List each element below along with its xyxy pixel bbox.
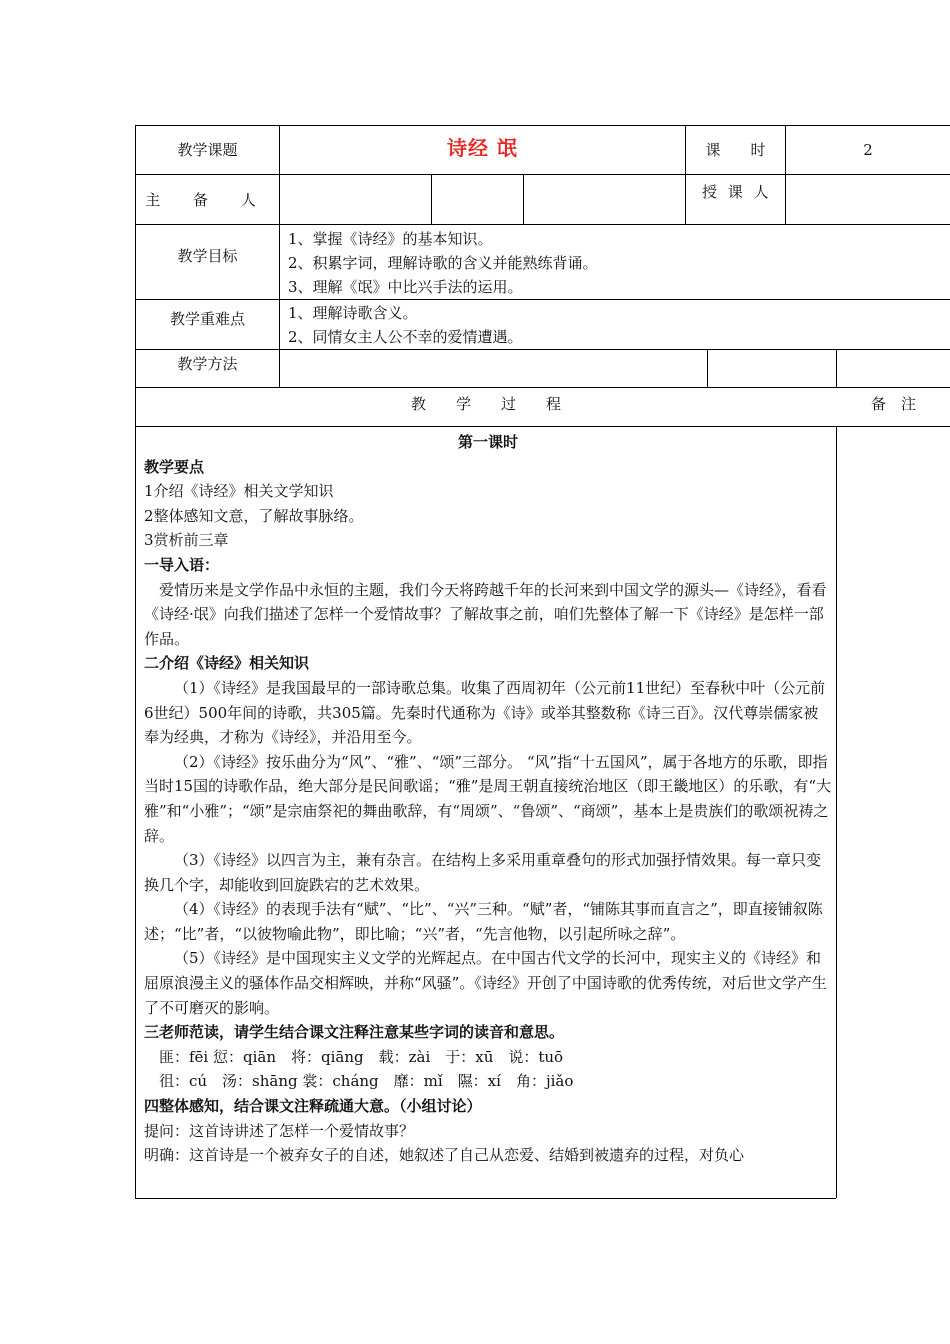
reading-heading: 三老师范读，请学生结合课文注释注意某些字词的读音和意思。 [144,1023,565,1042]
lesson-content [144,430,832,1168]
knowledge-paragraph: （3）《诗经》以四言为主，兼有杂言。在结构上多采用重章叠句的形式加强抒情效果。每一章只变换几个字，却能收到回旋跌宕的艺术效果。 [144,851,822,894]
lesson-topic-label: 教学课题 [177,141,238,159]
key-item: 2整体感知文意，了解故事脉络。 [144,506,364,525]
knowledge-paragraph: （4）《诗经》的表现手法有“赋”、“比”、“兴”三种。“赋”者，“铺陈其事而直言之”，即直接铺叙陈述；“比”者，“以彼物喻此物”，即比喻；“兴”者，“先言他物，以引起所咏之辞”。 [144,900,823,943]
key-points-label: 教学重难点 [169,310,245,328]
knowledge-paragraph: （2）《诗经》按乐曲分为“风”、“雅”、“颂”三部分。 “风”指“十五国风”，属于各地方的乐歌，即指当时15国的诗歌作品，绝大部分是民间歌谣；“雅”是周王朝直接统治地区（即王畿地区）的乐歌，有“大雅”和“小雅”；“颂”是宗庙祭祀的舞曲歌辞，有“周颂”、“鲁颂”、“商颂”，基本上是贵族们的歌颂祝祷之辞。 [144,752,832,845]
process-label: 教 学 过 程 [410,395,561,413]
lesson-topic-title: 诗经 氓 [447,136,518,160]
pinyin-line: 徂：cú 汤：shāng 裳：cháng 靡：mǐ 隰：xí 角：jiǎo [159,1072,574,1091]
knowledge-paragraph: （1）《诗经》是我国最早的一部诗歌总集。收集了西周初年（公元前11世纪）至春秋中叶（公元前6世纪）500年间的诗歌，共305篇。先秦时代通称为《诗》或举其整数称《诗三百》。汉代尊崇儒家被奉为经典，才称为《诗经》，并沿用至今。 [144,678,826,747]
intro-paragraph: 爱情历来是文学作品中永恒的主题，我们今天将跨越千年的长河来到中国文学的源头—《诗经》，看看《诗经·氓》向我们描述了怎样一个爱情故事？了解故事之前，咱们先整体了解一下《诗经》是怎样一部作品。 [144,580,827,648]
period-title: 第一课时 [457,433,518,451]
pinyin-line: 匪：fēi 愆：qiān 将：qiāng 载：zài 于：xū 说：tuō [159,1047,564,1066]
answer: 明确：这首诗是一个被弃女子的自述，她叙述了自己从恋爱、结婚到被遗弃的过程，对负心 [144,1146,745,1165]
key-points-list [288,301,938,349]
goal-item: 3、理解《氓》中比兴手法的运用。 [288,278,523,296]
goal-item: 1、掌握《诗经》的基本知识。 [288,230,493,248]
intro-heading: 一导入语： [144,555,220,574]
key-item: 3赏析前三章 [144,531,229,550]
knowledge-heading: 二介绍《诗经》相关知识 [144,654,310,673]
key-item: 1介绍《诗经》相关文学知识 [144,482,334,501]
method-label: 教学方法 [177,355,238,373]
teacher-label: 授 课 人 [702,183,772,201]
class-hours-label: 课 时 [705,141,766,159]
overall-heading: 四整体感知，结合课文注释疏通大意。（小组讨论） [144,1097,482,1116]
goals-list [288,227,938,299]
notes-label: 备 注 [870,395,916,413]
goals-label: 教学目标 [177,247,238,265]
key-heading: 教学要点 [144,457,205,476]
key-point-item: 1、理解诗歌含义。 [288,304,418,322]
class-hours-value: 2 [863,141,873,159]
knowledge-paragraph: （5）《诗经》是中国现实主义文学的光辉起点。在中国古代文学的长河中，现实主义的《诗经》和屈原浪漫主义的骚体作品交相辉映，并称“风骚”。《诗经》开创了中国诗歌的优秀传统，对后世文学产生了不可磨灭的影响。 [144,949,827,1017]
goal-item: 2、积累字词，理解诗歌的含义并能熟练背诵。 [288,254,598,272]
key-point-item: 2、同情女主人公不幸的爱情遭遇。 [288,328,523,346]
preparer-label: 主 备 人 [145,191,270,209]
question: 提问：这首诗讲述了怎样一个爱情故事？ [144,1121,415,1140]
